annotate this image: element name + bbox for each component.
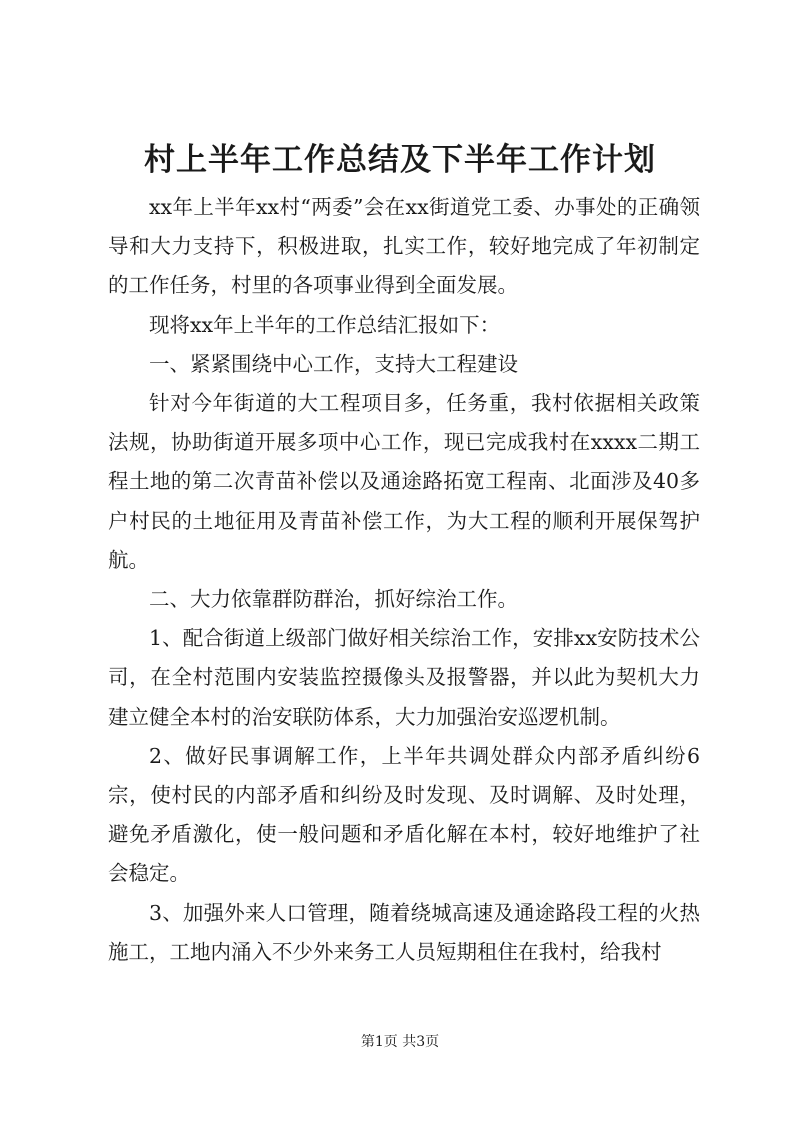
paragraph-summary-lead: 现将xx年上半年的工作总结汇报如下： (149, 312, 501, 337)
page-footer: 第1页 共3页 (360, 1034, 440, 1050)
paragraph-item-2: 2、做好民事调解工作，上半年共调处群众内部矛盾纠纷6宗，使村民的内部矛盾和纠纷及时发现、及时调解、及时处理，避免矛盾激化，使一般问题和矛盾化解在本村，较好地维护了社会稳定。 (108, 743, 700, 886)
section-heading-2: 二、大力依靠群防群治，抓好综治工作。 (149, 587, 518, 612)
paragraph-item-1: 1、配合街道上级部门做好相关综治工作，安排xx安防技术公司，在全村范围内安装监控摄像头及报警器，并以此为契机大力建立健全本村的治安联防体系，大力加强治安巡逻机制。 (108, 626, 700, 729)
paragraph-item-3: 3、加强外来人口管理，随着绕城高速及通途路段工程的火热施工，工地内涌入不少外来务工人员短期租住在我村，给我村 (108, 900, 700, 964)
paragraph-section-1: 针对今年街道的大工程项目多，任务重，我村依据相关政策法规，协助街道开展多项中心工作，现已完成我村在xxxx二期工程土地的第二次青苗补偿以及通途路拓宽工程南、北面涉及40多户村民的土地征用及青苗补偿工作，为大工程的顺利开展保驾护航。 (108, 391, 700, 572)
document-body (108, 188, 700, 972)
paragraph-intro: xx年上半年xx村“两委”会在xx街道党工委、办事处的正确领导和大力支持下，积极进取，扎实工作，较好地完成了年初制定的工作任务，村里的各项事业得到全面发展。 (108, 195, 700, 298)
section-heading-1: 一、紧紧围绕中心工作，支持大工程建设 (149, 351, 518, 376)
document-title: 村上半年工作总结及下半年工作计划 (144, 142, 656, 178)
